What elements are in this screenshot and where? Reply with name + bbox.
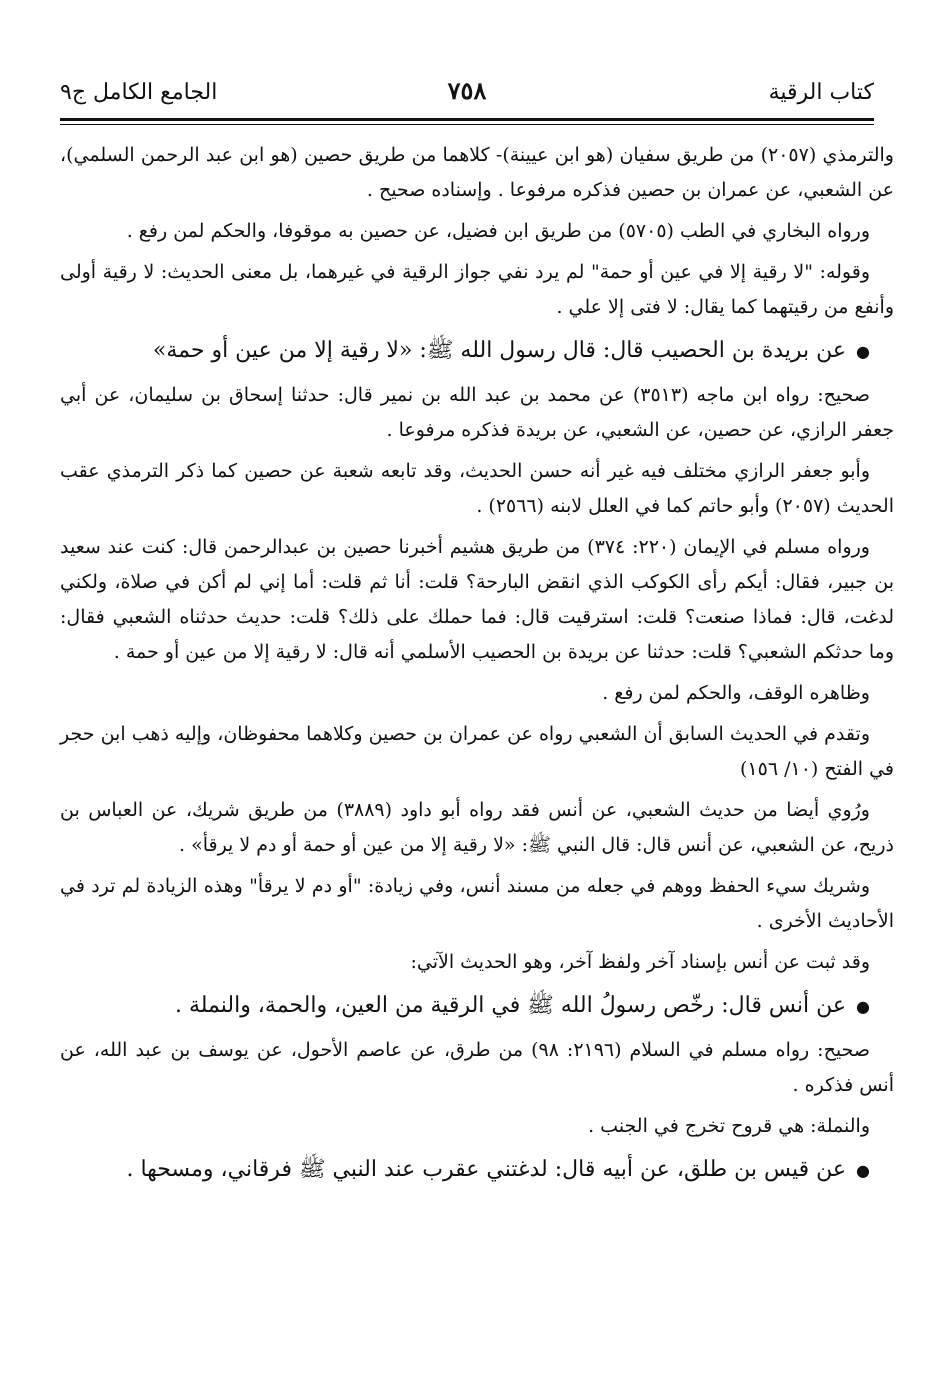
page-number: ٧٥٨ xyxy=(447,76,487,105)
paragraph: ورُوي أيضا من حديث الشعبي، عن أنس فقد رواه أبو داود (٣٨٨٩) من طريق شريك، عن العباس بن ذريح، عن الشعبي، عن أنس قال: قال النبي ﷺ: «لا رقية إلا من عين أو حمة أو دم لا يرقأ» . xyxy=(60,799,894,856)
hadith-heading xyxy=(60,986,894,1027)
hadith-heading xyxy=(60,1150,894,1191)
header-volume-title: الجامع الكامل ج٩ xyxy=(60,80,218,105)
paragraph: وأبو جعفر الرازي مختلف فيه غير أنه حسن الحديث، وقد تابعه شعبة عن حصين كما ذكر الترمذي عقب الحديث (٢٠٥٧) وأبو حاتم كما في العلل لابنه (٢٥٦٦) . xyxy=(60,460,894,517)
paragraph: وقد ثبت عن أنس بإسناد آخر ولفظ آخر، وهو الحديث الآتي: xyxy=(410,951,870,973)
page-header xyxy=(60,72,874,116)
paragraph: وتقدم في الحديث السابق أن الشعبي رواه عن عمران بن حصين وكلاهما محفوظان، وإليه ذهب ابن حجر في الفتح (١٠/ ١٥٦) xyxy=(60,723,894,780)
paragraph: وشريك سيء الحفظ ووهم في جعله من مسند أنس، وفي زيادة: "أو دم لا يرقأ" وهذه الزيادة لم ترد في الأحاديث الأخرى . xyxy=(60,875,894,932)
page-body xyxy=(60,138,894,1197)
hadith-text: عن قيس بن طلق، عن أبيه قال: لدغتني عقرب عند النبي ﷺ فرقاني، ومسحها . xyxy=(126,1157,847,1182)
header-rule-thin xyxy=(60,124,874,125)
hadith-text: عن أنس قال: رخّص رسولُ الله ﷺ في الرقية من العين، والحمة، والنملة . xyxy=(174,993,847,1018)
hadith-text: عن بريدة بن الحصيب قال: قال رسول الله ﷺ: «لا رقية إلا من عين أو حمة» xyxy=(152,338,847,363)
hadith-heading xyxy=(60,331,894,372)
paragraph: وقوله: "لا رقية إلا في عين أو حمة" لم يرد نفي جواز الرقية في غيرهما، بل معنى الحديث: لا رقية أولى وأنفع من رقيتهما كما يقال: لا فتى إلا علي . xyxy=(60,261,894,318)
paragraph: ورواه مسلم في الإيمان (٢٢٠: ٣٧٤) من طريق هشيم أخبرنا حصين بن عبدالرحمن قال: كنت عند سعيد بن جبير، فقال: أيكم رأى الكوكب الذي انقض البارحة؟ قلت: أنا ثم قلت: أما إني لم أكن في صلاة، ولكني لدغت، قال: فماذا صنعت؟ قلت: استرقيت قال: فما حملك على ذلك؟ قلت: حديث حدثناه الشعبي فقال: وما حدثكم الشعبي؟ قلت: حدثنا عن بريدة بن الحصيب الأسلمي أنه قال: لا رقية إلا من عين أو حمة . xyxy=(60,536,894,663)
paragraph: ورواه البخاري في الطب (٥٧٠٥) من طريق ابن فضيل، عن حصين به موقوفا، والحكم لمن رفع . xyxy=(126,220,870,242)
paragraph: صحيح: رواه ابن ماجه (٣٥١٣) عن محمد بن عبد الله بن نمير قال: حدثنا إسحاق بن سليمان، عن أبي جعفر الرازي، عن حصين، عن الشعبي، عن بريدة فذكره مرفوعا . xyxy=(60,384,894,441)
paragraph: وظاهره الوقف، والحكم لمن رفع . xyxy=(602,682,870,704)
paragraph: والنملة: هي قروح تخرج في الجنب . xyxy=(588,1115,870,1137)
header-rule-thick xyxy=(60,118,874,121)
paragraph: صحيح: رواه مسلم في السلام (٢١٩٦: ٩٨) من طرق، عن عاصم الأحول، عن يوسف بن عبد الله، عن أنس فذكره . xyxy=(60,1039,894,1096)
bullet-icon: ● xyxy=(856,1161,870,1180)
bullet-icon: ● xyxy=(856,997,870,1016)
paragraph: والترمذي (٢٠٥٧) من طريق سفيان (هو ابن عيينة)- كلاهما من طريق حصين (هو ابن عبد الرحمن السلمي)، عن الشعبي، عن عمران بن حصين فذكره مرفوعا . وإسناده صحيح . xyxy=(60,144,894,201)
bullet-icon: ● xyxy=(856,342,870,361)
header-book-title: كتاب الرقية xyxy=(768,80,874,105)
